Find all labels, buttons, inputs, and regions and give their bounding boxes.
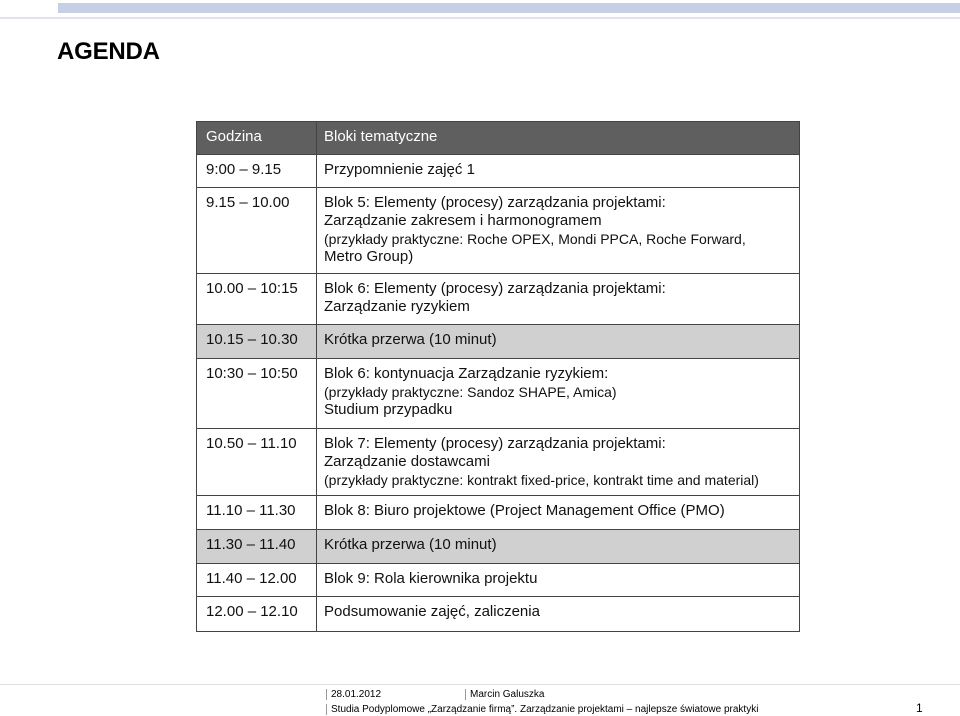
row-time: 10.00 – 10:15 — [197, 274, 317, 325]
agenda-table — [196, 121, 800, 632]
topic-line: (przykłady praktyczne: Sandoz SHAPE, Amica) — [324, 384, 617, 401]
topic-line: Blok 8: Biuro projektowe (Project Management Office (PMO) — [324, 502, 725, 520]
row-time: 12.00 – 12.10 — [197, 597, 317, 631]
table-row — [197, 359, 799, 428]
footer-date: 28.01.2012 — [326, 689, 381, 700]
topic-line: Blok 6: Elementy (procesy) zarządzania projektami: — [324, 279, 666, 297]
footer-course: Studia Podyplomowe „Zarządzanie firmą”. Zarządzanie projektami – najlepsze światowe praktyki — [326, 704, 758, 715]
topic-line: Blok 5: Elementy (procesy) zarządzania projektami: — [324, 194, 666, 212]
topic-line: Blok 9: Rola kierownika projektu — [324, 569, 538, 587]
topic-line: Blok 6: kontynuacja Zarządzanie ryzykiem: — [324, 365, 609, 383]
row-time: 9:00 – 9.15 — [197, 155, 317, 188]
table-row — [197, 188, 799, 273]
topic-line: Metro Group) — [324, 248, 414, 266]
footer-author: Marcin Galuszka — [465, 689, 544, 700]
table-row — [197, 597, 799, 631]
row-topic — [317, 155, 799, 188]
row-topic — [317, 597, 799, 631]
topic-line: Zarządzanie zakresem i harmonogramem — [324, 212, 602, 230]
topic-line: Krótka przerwa (10 minut) — [324, 535, 497, 553]
row-topic — [317, 496, 799, 529]
topic-line: Krótka przerwa (10 minut) — [324, 331, 497, 349]
table-header-row — [197, 122, 799, 155]
row-topic — [317, 274, 799, 325]
row-time: 10.50 – 11.10 — [197, 429, 317, 495]
table-row — [197, 496, 799, 530]
table-row — [197, 325, 799, 359]
row-topic — [317, 188, 799, 272]
row-topic — [317, 564, 799, 597]
row-time: 11.10 – 11.30 — [197, 496, 317, 529]
topic-line: Zarządzanie dostawcami — [324, 452, 490, 470]
topic-line: Zarządzanie ryzykiem — [324, 297, 470, 315]
row-time: 11.40 – 12.00 — [197, 564, 317, 597]
top-decor-bar — [58, 3, 960, 13]
table-row — [197, 564, 799, 598]
topic-line: (przykłady praktyczne: Roche OPEX, Mondi PPCA, Roche Forward, — [324, 231, 746, 248]
header-topic: Bloki tematyczne — [324, 128, 438, 145]
topic-line: Przypomnienie zajęć 1 — [324, 160, 475, 178]
slide-title: AGENDA — [57, 38, 160, 65]
topic-line: Blok 7: Elementy (procesy) zarządzania projektami: — [324, 434, 666, 452]
table-row — [197, 155, 799, 189]
table-row — [197, 274, 799, 326]
row-time: 9.15 – 10.00 — [197, 188, 317, 272]
table-row — [197, 530, 799, 564]
header-time: Godzina — [197, 122, 317, 154]
table-row — [197, 429, 799, 496]
row-topic — [317, 530, 799, 563]
page-number: 1 — [916, 701, 923, 715]
topic-line: (przykłady praktyczne: kontrakt fixed-price, kontrakt time and material) — [324, 471, 759, 488]
row-time: 11.30 – 11.40 — [197, 530, 317, 563]
slide-footer — [0, 684, 960, 716]
topic-line: Studium przypadku — [324, 401, 453, 419]
row-topic — [317, 359, 799, 427]
row-topic — [317, 429, 799, 495]
row-topic — [317, 325, 799, 358]
row-time: 10.15 – 10.30 — [197, 325, 317, 358]
top-decor-line — [0, 17, 960, 19]
row-time: 10:30 – 10:50 — [197, 359, 317, 427]
topic-line: Podsumowanie zajęć, zaliczenia — [324, 603, 540, 621]
